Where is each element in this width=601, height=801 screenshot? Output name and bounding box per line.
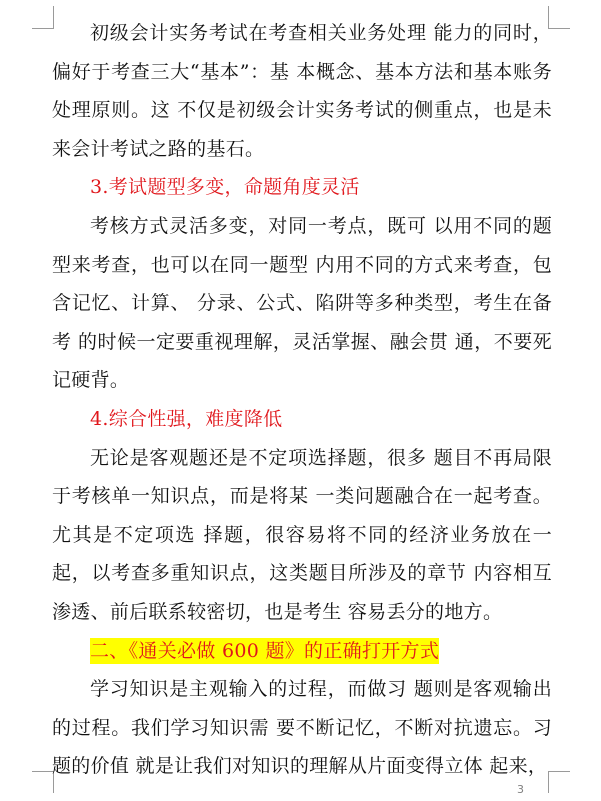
section-heading: 4.综合性强，难度降低 [90,407,283,430]
page-number: 3 [517,783,524,796]
section-heading: 3.考试题型多变，命题角度灵活 [90,176,360,199]
body-paragraph: 学习知识是主观输入的过程，而做习 题则是客观输出的过程。我们学习知识需 要不断记忆，不断对抗遗忘。习题的价值 就是让我们对知识的理解从片面变得立体 起来， [52,678,552,778]
body-paragraph: 考核方式灵活多变，对同一考点，既可 以用不同的题型来考查，也可以在同一题型 内用不同的方式来考查，包含记忆、计算、 分录、公式、陷阱等多种类型，考生在备考 的时候一定要重视理解，灵活掌握、融会贯 通，不要死记硬背。 [52,214,552,392]
body-paragraph: 无论是客观题还是不定项选择题，很多 题目不再局限于考核单一知识点，而是将某 一类问题融合在一起考查。尤其是不定项选 择题，很容易将不同的经济业务放在一起，以考查多重知识点，这类题目所涉及的章节 内容相互渗透、前后联系较密切，也是考生 容易丢分的地方。 [52,446,552,623]
document-body [52,14,552,786]
crop-mark-top-left-horizontal [32,28,54,29]
crop-mark-bottom-left-horizontal [32,771,54,772]
body-paragraph: 初级会计实务考试在考查相关业务处理 能力的同时，偏好于考查三大“基本”：基 本概念、基本方法和基本账务处理原则。这 不仅是初级会计实务考试的侧重点，也是未 来会计考试之路的基石。 [52,22,552,160]
highlighted-heading-line [52,632,552,671]
highlighted-heading: 二、《通关必做 600 题》的正确打开方式 [90,639,440,662]
